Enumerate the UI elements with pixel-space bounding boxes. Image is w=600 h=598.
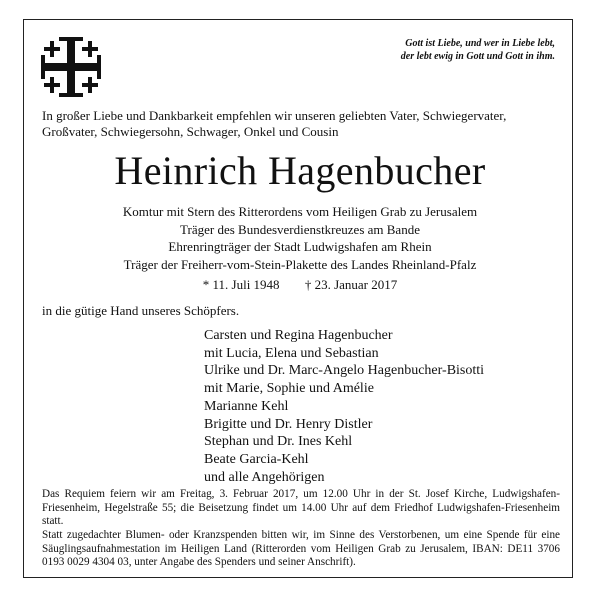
honor-line: Träger der Freiherr-vom-Stein-Plakette des Landes Rheinland-Pfalz: [123, 256, 477, 272]
life-dates: [0, 277, 600, 293]
mourner-line: Marianne Kehl: [204, 398, 289, 414]
mourner-line: Ulrike und Dr. Marc-Angelo Hagenbucher-Bisotti: [204, 363, 485, 379]
mourner-line: mit Lucia, Elena und Sebastian: [204, 345, 379, 361]
mourners-list: [204, 327, 484, 486]
bible-verse-line-1: Gott ist Liebe, und wer in Liebe lebt,: [405, 38, 555, 49]
intro-text: In großer Liebe und Dankbarkeit empfehlen wir unseren geliebten Vater, Schwiegervater, Großvater, Schwiegersohn, Schwager, Onkel und Cousin: [42, 108, 507, 139]
bible-verse: [365, 37, 555, 63]
mourner-line: und alle Angehörigen: [204, 469, 325, 485]
deceased-name: Heinrich Hagenbucher: [114, 148, 486, 193]
honor-line: Träger des Bundesverdienstkreuzes am Bande: [180, 221, 420, 237]
birth-date: * 11. Juli 1948: [202, 277, 280, 292]
mourner-line: Brigitte und Dr. Henry Distler: [204, 416, 373, 432]
honor-line: Komtur mit Stern des Ritterordens vom Heiligen Grab zu Jerusalem: [122, 204, 478, 219]
mourner-line: Carsten und Regina Hagenbucher: [204, 328, 393, 343]
mourner-line: Beate Garcia-Kehl: [204, 451, 309, 467]
jerusalem-cross-icon: [40, 36, 102, 98]
hand-text: in die gütige Hand unseres Schöpfers.: [42, 303, 240, 318]
death-date: † 23. Januar 2017: [304, 277, 398, 292]
honor-line: Ehrenringträger der Stadt Ludwigshafen am Rhein: [168, 239, 432, 254]
donation-request: Statt zugedachter Blumen- oder Kranzspenden bitten wir, im Sinne des Verstorbenen, um eine Spende für eine Säuglingsaufnahmestation im Heiligen Land (Ritterorden vom Heiligen Grab zu Jerusalem, IBAN: DE11 3706 0193 0029 4304 03, unter Angabe des Spenders und seiner Anschrift).: [42, 529, 560, 568]
mourner-line: Stephan und Dr. Ines Kehl: [204, 434, 353, 450]
honors-list: [0, 203, 600, 273]
requiem-info: Das Requiem feiern wir am Freitag, 3. Februar 2017, um 12.00 Uhr in der St. Josef Kirche, Ludwigshafen-Friesenheim, Hegelstraße 55; die Beisetzung findet um 14.00 Uhr auf dem Friedhof Ludwigshafen-Friesenheim statt.: [42, 488, 560, 527]
mourner-line: mit Marie, Sophie und Amélie: [204, 381, 374, 397]
bible-verse-line-2: der lebt ewig in Gott und Gott in ihm.: [400, 51, 555, 62]
